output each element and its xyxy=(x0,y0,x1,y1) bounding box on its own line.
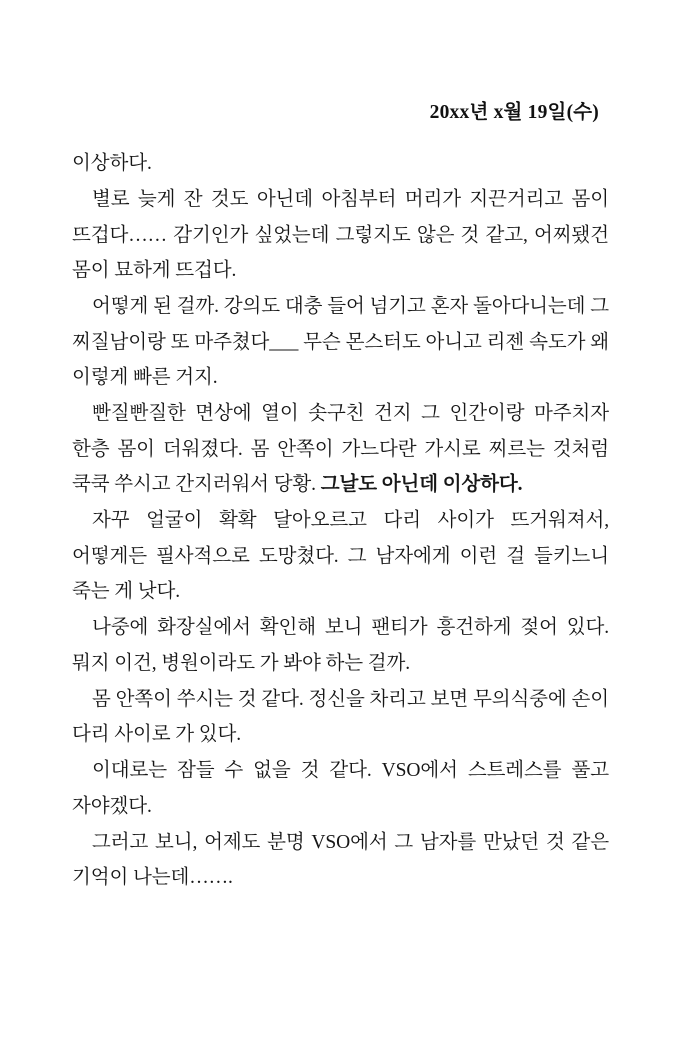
paragraph xyxy=(72,610,609,681)
paragraph-text: 나중에 화장실에서 확인해 보니 팬티가 흥건하게 젖어 있다. 뭐지 이건, 병원이라도 가 봐야 하는 걸까. xyxy=(72,617,609,674)
paragraph-text: 빤질빤질한 면상에 열이 솟구친 건지 그 인간이랑 마주치자 한층 몸이 더워졌다. 몸 안쪽이 가느다란 가시로 찌르는 것처럼 쿡쿡 쑤시고 간지러워서 당황. xyxy=(72,403,609,495)
paragraph xyxy=(72,396,609,503)
paragraph xyxy=(72,753,609,824)
paragraph-text: 이대로는 잠들 수 없을 것 같다. VSO에서 스트레스를 풀고 자야겠다. xyxy=(72,760,609,817)
paragraph-text: 어떻게 된 걸까. 강의도 대충 들어 넘기고 혼자 돌아다니는데 그 찌질남이랑 또 마주쳤다___ 무슨 몬스터도 아니고 리젠 속도가 왜 이렇게 빠른 거지. xyxy=(72,296,609,388)
paragraph-text: 별로 늦게 잔 것도 아닌데 아침부터 머리가 지끈거리고 몸이 뜨겁다…… 감기인가 싶었는데 그렇지도 않은 것 같고, 어찌됐건 몸이 묘하게 뜨겁다. xyxy=(72,189,609,281)
paragraph xyxy=(72,682,609,753)
paragraph-text: 몸 안쪽이 쑤시는 것 같다. 정신을 차리고 보면 무의식중에 손이 다리 사이로 가 있다. xyxy=(72,688,609,745)
date-heading: 20xx년 x월 19일(수) xyxy=(429,102,599,123)
diary-body xyxy=(72,146,609,896)
paragraph-text: 자꾸 얼굴이 확확 달아오르고 다리 사이가 뜨거워져서, 어떻게든 필사적으로 도망쳤다. 그 남자에게 이런 걸 들키느니 죽는 게 낫다. xyxy=(72,510,609,602)
paragraph-text: 그러고 보니, 어제도 분명 VSO에서 그 남자를 만났던 것 같은 기억이 나는데……. xyxy=(72,831,609,888)
paragraph xyxy=(72,825,609,896)
paragraph xyxy=(72,503,609,610)
paragraph xyxy=(72,289,609,396)
emphasis-text: 그날도 아닌데 이상하다. xyxy=(320,474,523,495)
paragraph xyxy=(72,146,609,182)
paragraph-text: 이상하다. xyxy=(72,153,152,174)
paragraph xyxy=(72,182,609,289)
